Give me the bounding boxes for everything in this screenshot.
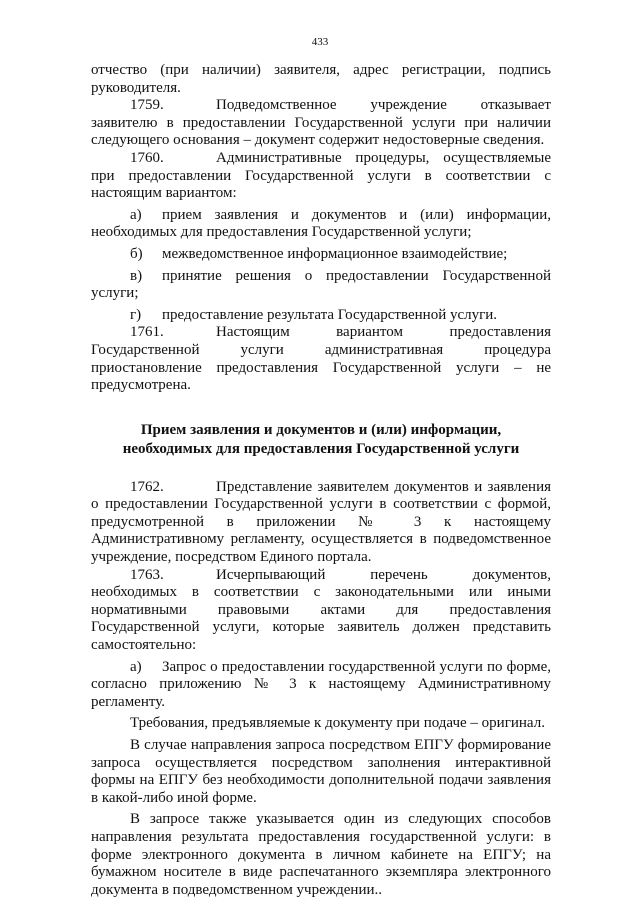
section-heading-line: необходимых для предоставления Государственной услуги <box>122 440 520 457</box>
paragraph-1759 <box>91 97 551 150</box>
list-item-b <box>91 246 551 264</box>
document-body <box>91 62 551 899</box>
paragraph-number: 1759. <box>130 97 164 114</box>
list-marker: а) <box>130 206 142 223</box>
paragraph-continuation <box>91 62 551 97</box>
paragraph-delivery-methods <box>91 811 551 899</box>
list-marker: в) <box>130 267 143 284</box>
paragraph-1763 <box>91 567 551 655</box>
list-item-a <box>91 207 551 242</box>
list-item-text: межведомственное информационное взаимодействие; <box>162 245 508 262</box>
list-item-text: Запрос о предоставлении государственной услуги по форме, согласно приложению № 3 к настоящему Административному регламенту. <box>91 658 551 710</box>
list-item-text: принятие решения о предоставлении Государственной услуги; <box>91 267 551 302</box>
list-marker: а) <box>130 658 142 675</box>
paragraph-text: В запросе также указывается один из следующих способов направления результата предоставления государственной услуги: в форме электронного документа в личном кабинете на ЕПГУ; на бумажном носителе в виде распечатанного экземпляра электронного документа в подведомственном учреждении.. <box>91 811 551 898</box>
paragraph-text: Настоящим вариантом предоставления Государственной услуги административная процедура приостановление предоставления Государственной услуги – не предусмотрена. <box>91 324 551 394</box>
paragraph-number: 1762. <box>130 478 164 495</box>
paragraph-text: Административные процедуры, осуществляемые при предоставлении Государственной услуги в соответствии с настоящим вариантом: <box>91 149 551 202</box>
list-item-v <box>91 268 551 303</box>
paragraph-1760 <box>91 150 551 203</box>
list-marker: г) <box>130 306 142 323</box>
list-marker: б) <box>130 245 143 262</box>
paragraph-number: 1763. <box>130 566 164 583</box>
paragraph-1761 <box>91 324 551 394</box>
list-item-text: прием заявления и документов и (или) информации, необходимых для предоставления Государственной услуги; <box>91 206 551 241</box>
paragraph-text: отчество (при наличии) заявителя, адрес регистрации, подпись руководителя. <box>91 62 551 96</box>
paragraph-text: Исчерпывающий перечень документов, необходимых в соответствии с законодательными или иными нормативными правовыми актами для предоставления Государственной услуги, которые заявитель должен представить самостоятельно: <box>91 566 551 654</box>
paragraph-text: Представление заявителем документов и заявления о предоставлении Государственной услуги в соответствии с формой, предусмотренной в приложении № 3 к настоящему Административному регламенту, осуществляется в подведомственное учреждение, посредством Единого портала. <box>91 478 551 566</box>
list-item-text: предоставление результата Государственной услуги. <box>162 306 498 323</box>
list-item-request <box>91 659 551 712</box>
section-heading-line: Прием заявления и документов и (или) информации, <box>140 421 502 438</box>
paragraph-1762 <box>91 479 551 567</box>
paragraph-text: Подведомственное учреждение отказывает заявителю в предоставлении Государственной услуги при наличии следующего основания – документ содержит недостоверные сведения. <box>91 97 551 149</box>
paragraph-text: Требования, предъявляемые к документу при подаче – оригинал. <box>130 715 545 732</box>
paragraph-number: 1760. <box>130 149 164 166</box>
page-number: 433 <box>311 36 329 48</box>
paragraph-requirements <box>91 715 551 733</box>
list-item-g <box>91 307 551 325</box>
section-heading <box>91 421 551 459</box>
paragraph-number: 1761. <box>130 324 164 341</box>
paragraph-text: В случае направления запроса посредством ЕПГУ формирование запроса осуществляется посредством заполнения интерактивной формы на ЕПГУ без необходимости дополнительной подачи заявления в какой-либо иной форме. <box>91 737 551 806</box>
paragraph-epgu <box>91 737 551 807</box>
